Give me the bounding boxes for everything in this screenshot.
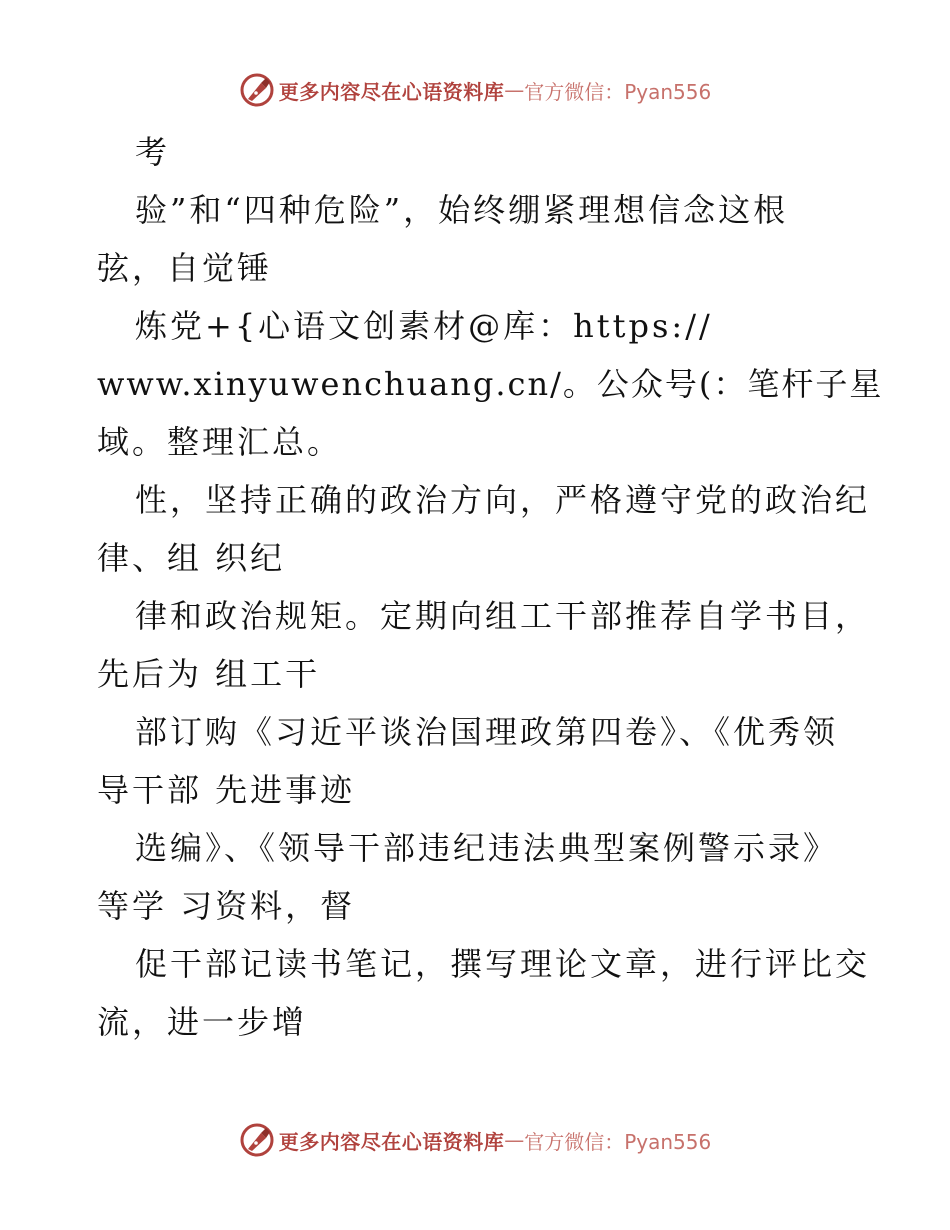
body-line: 性，坚持正确的政治方向，严格遵守党的政治纪	[135, 481, 871, 519]
body-line: 域。整理汇总。	[97, 423, 343, 461]
header-wechat-text: 官方微信：Pyan556	[524, 79, 712, 104]
header-banner	[0, 70, 950, 110]
footer-brand-text: 更多内容尽在心语资料库	[278, 1129, 505, 1154]
body-line: 考	[135, 133, 171, 171]
body-line: www.xinyuwenchuang.cn/。公众号(：笔杆子星	[97, 365, 884, 403]
pen-nib-logo-icon	[239, 1122, 275, 1158]
document-body	[97, 123, 917, 1051]
header-separator: —	[504, 78, 525, 102]
body-line: 律、组 织纪	[97, 539, 286, 577]
body-line: 弦，自觉锤	[97, 249, 273, 287]
body-line: 律和政治规矩。定期向组工干部推荐自学书目，	[135, 597, 871, 635]
body-line: 验”和“四种危险”，始终绷紧理想信念这根	[135, 191, 789, 229]
body-line: 部订购《习近平谈治国理政第四卷》、《优秀领	[135, 713, 839, 751]
footer-banner	[0, 1120, 950, 1160]
body-line: 流，进一步增	[97, 1003, 308, 1041]
body-line: 促干部记读书笔记，撰写理论文章，进行评比交	[135, 945, 871, 983]
header-brand-text: 更多内容尽在心语资料库	[278, 79, 505, 104]
body-line: 导干部 先进事迹	[97, 771, 356, 809]
pen-nib-logo-icon	[239, 72, 275, 108]
body-line: 选编》、《领导干部违纪违法典型案例警示录》	[135, 829, 839, 867]
body-line: 等学 习资料，督	[97, 887, 356, 925]
footer-separator: —	[504, 1128, 525, 1152]
body-line: 炼党+{心语文创素材@库：https://	[135, 307, 713, 345]
footer-wechat-text: 官方微信：Pyan556	[524, 1129, 712, 1154]
body-line: 先后为 组工干	[97, 655, 321, 693]
